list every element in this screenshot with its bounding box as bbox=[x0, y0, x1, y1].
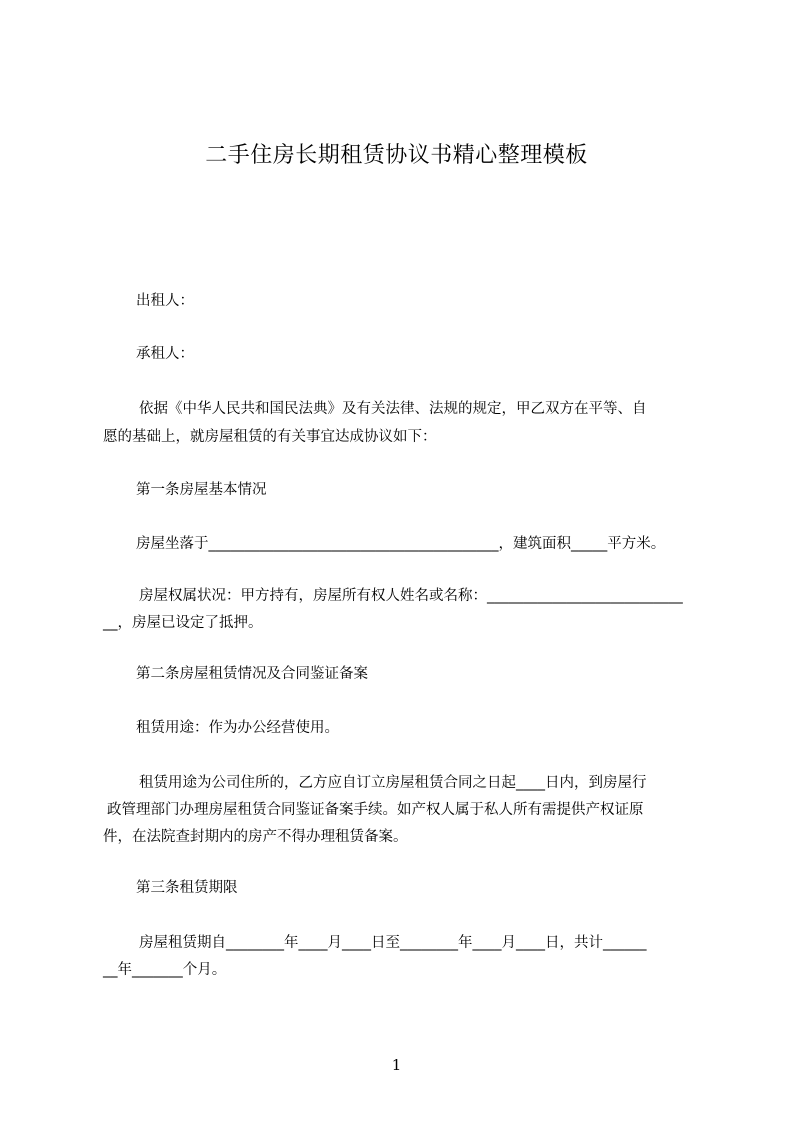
document-title: 二手住房长期租赁协议书精心整理模板 bbox=[205, 143, 588, 168]
lessor-line: 出租人： bbox=[136, 293, 194, 309]
article-1-heading: 第一条房屋基本情况 bbox=[136, 482, 267, 498]
filing-line-3: 件，在法院查封期内的房产不得办理租赁备案。 bbox=[103, 829, 408, 845]
lease-usage-line: 租赁用途：作为办公经营使用。 bbox=[136, 720, 339, 736]
ownership-line-1: 房屋权属状况：甲方持有，房屋所有权人姓名或名称：___________________________ bbox=[139, 588, 683, 604]
lease-term-line-2: __年_______个月。 bbox=[103, 962, 227, 978]
filing-line-2: 政管理部门办理房屋租赁合同鉴证备案手续。如产权人属于私人所有需提供产权证原 bbox=[107, 802, 644, 818]
page-number: 1 bbox=[391, 1056, 402, 1074]
article-3-heading: 第三条租赁期限 bbox=[136, 880, 238, 896]
article-2-heading: 第二条房屋租赁情况及合同鉴证备案 bbox=[136, 666, 368, 682]
filing-line-1: 租赁用途为公司住所的，乙方应自订立房屋租赁合同之日起____日内，到房屋行 bbox=[139, 775, 647, 791]
lease-term-line-1: 房屋租赁期自________年____月____日至________年____月____日，共计______ bbox=[139, 935, 647, 951]
lessee-line: 承租人： bbox=[136, 346, 194, 362]
intro-line-1: 依据《中华人民共和国民法典》及有关法律、法规的规定，甲乙双方在平等、自 bbox=[139, 401, 647, 417]
intro-line-2: 愿的基础上，就房屋租赁的有关事宜达成协议如下： bbox=[103, 429, 437, 445]
ownership-line-2: __，房屋已设定了抵押。 bbox=[103, 615, 263, 631]
property-location-line: 房屋坐落于________________________________________，建筑面积_____平方米。 bbox=[136, 536, 666, 552]
